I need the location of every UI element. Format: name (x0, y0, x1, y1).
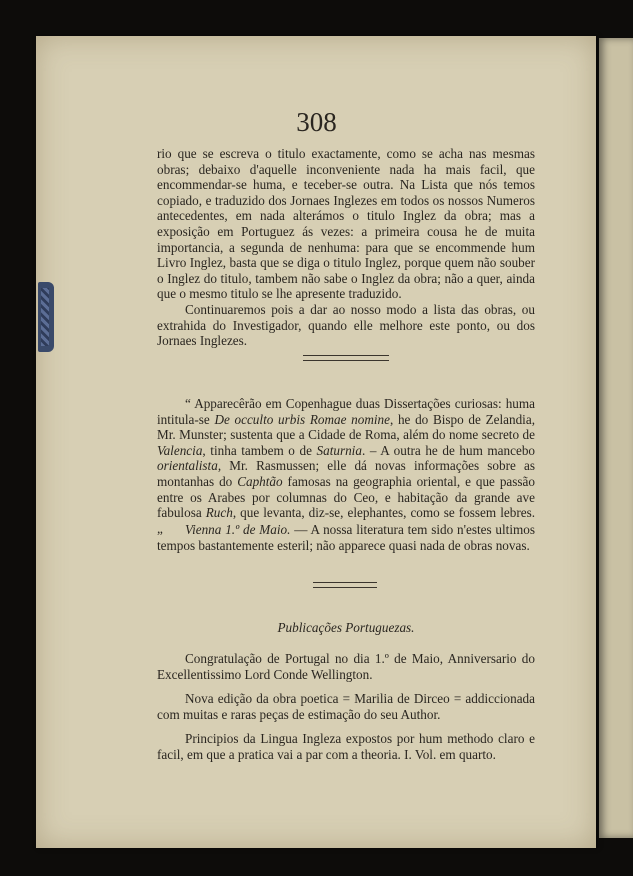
vienna-text: — A nossa literatura tem sido n'estes ultimos tempos bastantemente esteril; não apparece quasi nada de obras novas. (157, 522, 535, 553)
section-heading: Publicações Portuguezas. (277, 620, 415, 635)
quote-text-a: “ Apparecêrão em Copenhague duas Dissertações curiosas: huma intitula-se (157, 396, 535, 427)
vienna-dateline: Vienna 1.º de Maio. (185, 522, 291, 537)
publication-2: Nova edição da obra poetica = Marilia de Dirceo = addiccionada com muitas e raras peças de estimação do seu Author. (157, 691, 535, 722)
page-tab-marker (38, 282, 54, 352)
page-number: 308 (296, 107, 337, 137)
section-divider-2 (313, 582, 377, 588)
quote-caphtao: Caphtão (237, 473, 283, 489)
quote-text-d: . – A outra he de hum mancebo (361, 442, 536, 458)
publications-list (157, 651, 535, 763)
adjacent-page-edge (599, 38, 633, 838)
quote-text-e: , Mr. Rasmussen; elle dá novas informações sobre as montanhas do (157, 458, 535, 489)
quote-block (157, 396, 535, 536)
paragraph-1: rio que se escreva o titulo exactamente, como se acha nas mesmas obras; debaixo d'aquelle inconveniente nada ha mais facil, que encommendar-se huma, e teceber-se outra. Na Lista que nós temos copiado, e traduzido dos Jornaes Inglezes em todos os nossos Numeros antecedentes, em nada alterámos o titulo Inglez da obra; mas a exposição em Portuguez ás vezes: a primeira cousa he de muita importancia, a segunda de nenhuma: para que se encommende hum Livro Inglez, basta que se diga o titulo Inglez, porque quem não souber o Inglez do titulo, tambem não sabe o Inglez da obra; não a quer, ainda que o mesmo titulo se lhe apresente traduzido. (157, 146, 535, 302)
section-divider-1 (303, 355, 389, 361)
vienna-block (157, 522, 535, 553)
quote-title-latin: De occulto urbis Romae nomine (214, 411, 390, 427)
quote-paragraph (157, 396, 535, 536)
quote-saturnia: Saturnia (316, 442, 362, 458)
quote-text-f: famosas na geographia oriental, e que passão entre os Arabes por columnas do Ceo, e habitação da grande ave fabulosa (157, 473, 535, 521)
quote-orientalista: orientalista (157, 458, 218, 474)
paragraph-2: Continuaremos pois a dar ao nosso modo a lista das obras, ou extrahida do Investigador, quando elle melhore este ponto, ou dos Jornaes Inglezes. (157, 301, 535, 349)
quote-valencia: Valencia (157, 442, 203, 458)
publication-3: Principios da Lingua Ingleza expostos por hum methodo claro e facil, em que a pratica vai a par com a theoria. I. Vol. em quarto. (157, 731, 535, 762)
quote-ruch: Ruch (205, 505, 233, 521)
quote-text-c: , tinha tambem o de (202, 442, 317, 458)
quote-text-g: , que levanta, diz-se, elephantes, como se fossem lebres. „ (157, 505, 535, 536)
quote-text-b: , he do Bispo de Zelandia, Mr. Munster; sustenta que a Cidade de Roma, além do nome secreto de (157, 411, 535, 443)
publication-1: Congratulação de Portugal no dia 1.º de Maio, Anniversario do Excellentissimo Lord Conde Wellington. (157, 651, 535, 682)
body-section-1 (157, 146, 535, 349)
vienna-paragraph (157, 522, 535, 553)
